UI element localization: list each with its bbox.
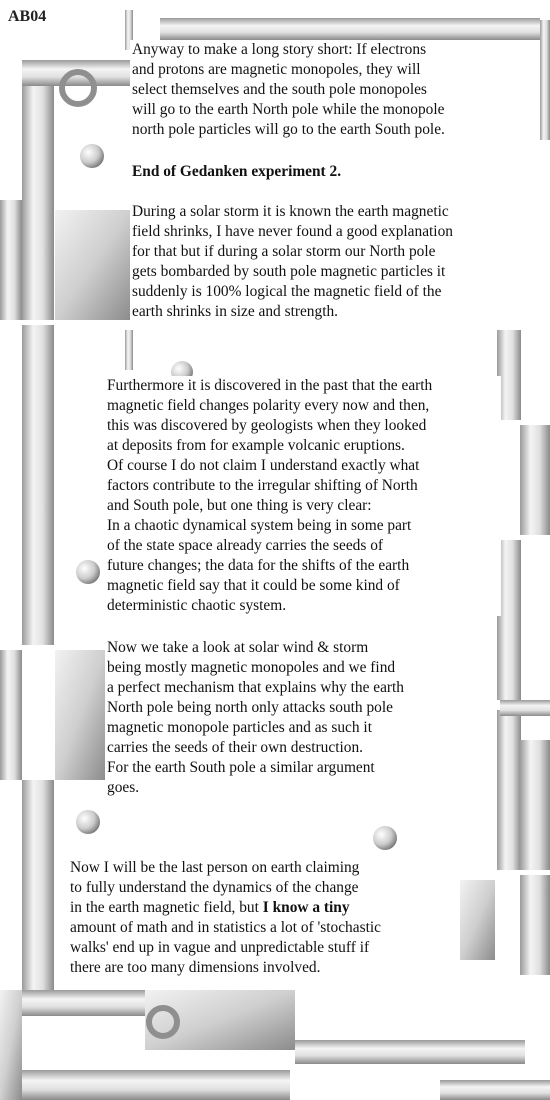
paragraph-dynamics-end: amount of math and in statistics a lot of 'stochastic walks' end up in vague and unpredictable stuff if there are too many dimensions involved. [70, 919, 381, 976]
paragraph-solar-storm: During a solar storm it is known the earth magnetic field shrinks, I have never found a good explanation for that but if during a solar storm our North pole gets bombarded by south pole magnetic particles it suddenly is 100% logical the magnetic field of the earth shrinks in size and strength. [130, 202, 518, 322]
paragraph-polarity-changes: Furthermore it is discovered in the past that the earth magnetic field changes polarity every now and then, this was discovered by geologists when they looked at deposits from for example volcanic eruptions. Of course I do not claim I understand exactly what factors contribute to the irregular shifting of North and South pole, but one thing is very clear: In a chaotic dynamical system being in some part of the state space already carries the seeds of future changes; the data for the shifts of the earth magnetic field say that it could be some kind of deterministic chaotic system. [105, 376, 501, 616]
section-heading: End of Gedanken experiment 2. [130, 162, 434, 182]
paragraph-dynamics [68, 858, 452, 978]
paragraph-solar-wind: Now we take a look at solar wind & storm being mostly magnetic monopoles and we find a perfect mechanism that explains why the earth North pole being north only attacks south pole magnetic monopole particles and as such it carries the seeds of their own destruction. For the earth South pole a similar argument goes. [105, 638, 469, 798]
paragraph-dynamics-emphasis: I know a tiny [262, 899, 350, 916]
page-label: AB04 [8, 8, 47, 25]
paragraph-monopoles: Anyway to make a long story short: If electrons and protons are magnetic monopoles, they will select themselves and the south pole monopoles will go to the earth North pole while the monopole north pole particles will go to the earth South pole. [130, 40, 518, 140]
paragraph-dynamics-start: Now I will be the last person on earth claiming to fully understand the dynamics of the change in the earth magnetic field, but [70, 859, 360, 916]
